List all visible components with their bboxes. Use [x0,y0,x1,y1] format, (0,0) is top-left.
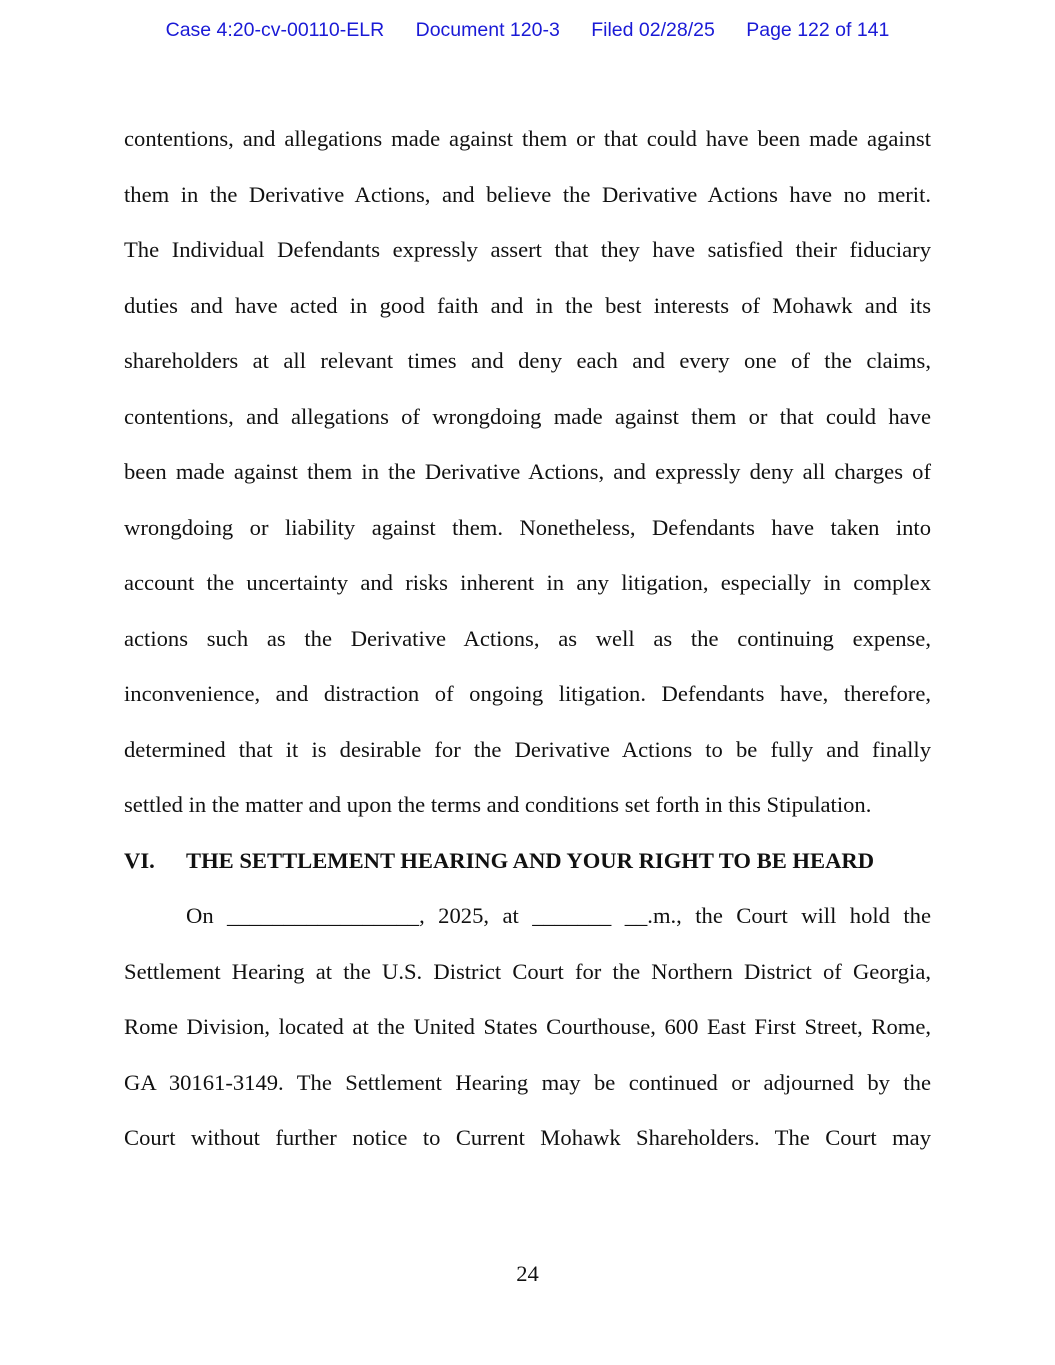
case-number: Case 4:20-cv-00110-ELR [165,19,385,41]
text-line: duties and have acted in good faith and in the best interests of Mohawk and its [124,292,931,318]
section-heading [124,833,931,889]
page-count: Page 122 of 141 [746,19,890,41]
paragraph-settlement-hearing [124,888,931,1166]
case-header [0,19,1055,42]
text-line: contentions, and allegations made against them or that could have been made against [124,126,931,151]
text-line: Settlement Hearing at the U.S. District Court for the Northern District of Georgia, [124,958,931,984]
text-line: shareholders at all relevant times and deny each and every one of the claims, [124,348,931,373]
text-line: account the uncertainty and risks inherent in any litigation, especially in complex [124,570,931,595]
text-line: The Individual Defendants expressly assert that they have satisfied their fiduciary [124,237,931,262]
paragraph-defendants-denial [124,111,931,833]
text-line: actions such as the Derivative Actions, as well as the continuing expense, [124,625,931,651]
text-line: Court without further notice to Current Mohawk Shareholders. The Court may [124,1125,931,1150]
text-line: been made against them in the Derivative Actions, and expressly deny all charges of [124,459,931,484]
text-line: wrongdoing or liability against them. Nonetheless, Defendants have taken into [124,514,931,540]
text-line: them in the Derivative Actions, and believe the Derivative Actions have no merit. [124,181,931,207]
page-number: 24 [516,1261,539,1286]
text-line: settled in the matter and upon the terms and conditions set forth in this Stipulation. [124,792,872,817]
text-line: On _________________, 2025, at _______ __.m., the Court will hold the [186,903,931,928]
text-line: determined that it is desirable for the Derivative Actions to be fully and finally [124,736,931,762]
section-title: THE SETTLEMENT HEARING AND YOUR RIGHT TO BE HEARD [186,848,875,873]
filed-date: Filed 02/28/25 [591,19,715,41]
text-line: contentions, and allegations of wrongdoing made against them or that could have [124,403,931,429]
text-line: GA 30161-3149. The Settlement Hearing may be continued or adjourned by the [124,1069,931,1095]
text-line: Rome Division, located at the United States Courthouse, 600 East First Street, Rome, [124,1014,931,1039]
section-number: VI. [124,848,155,873]
document-number: Document 120-3 [415,19,560,41]
text-line: inconvenience, and distraction of ongoing litigation. Defendants have, therefore, [124,681,931,706]
